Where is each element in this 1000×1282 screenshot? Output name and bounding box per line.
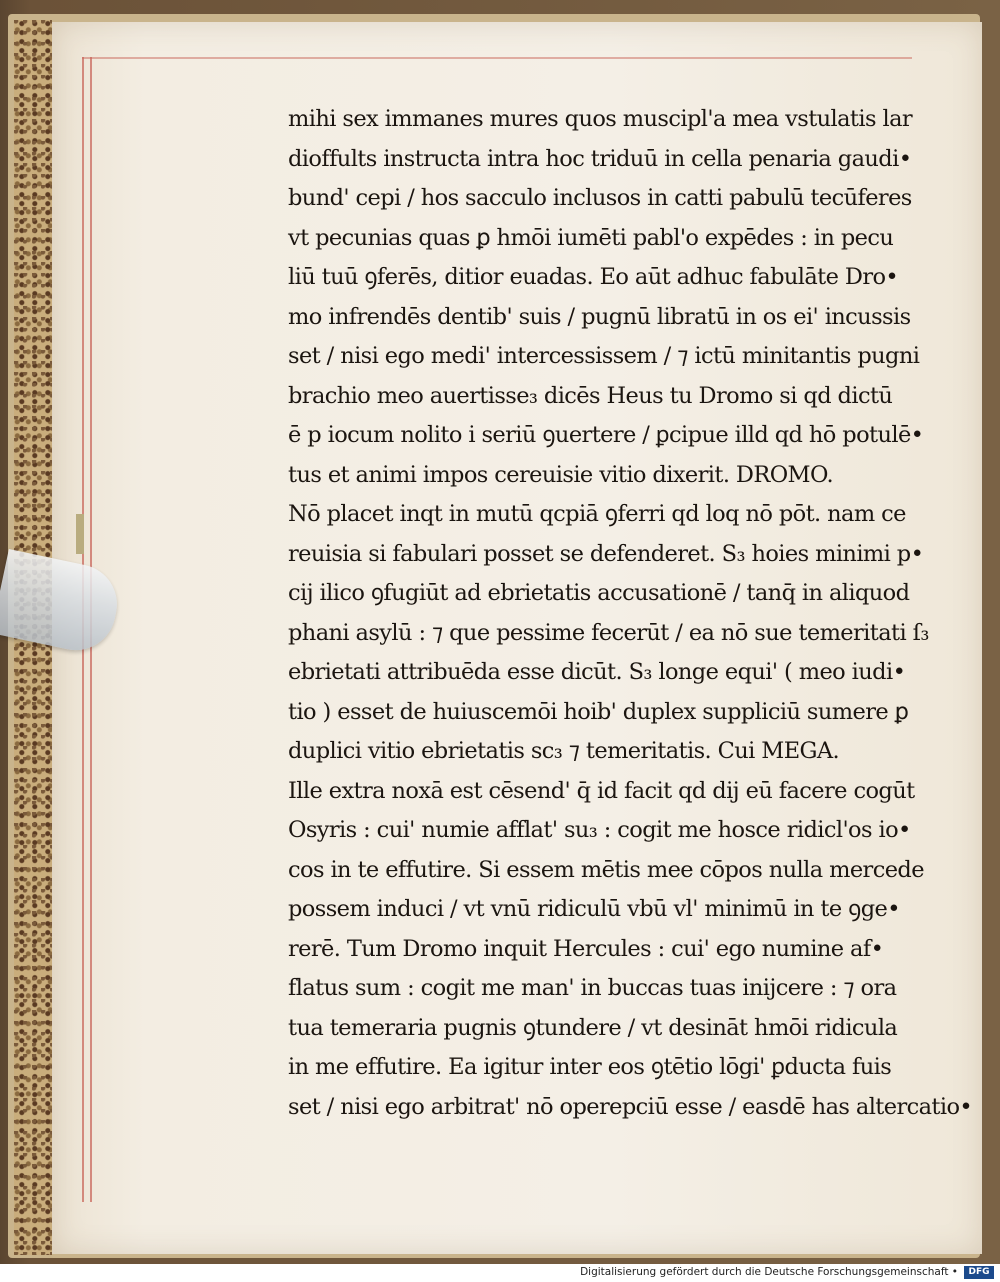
text-line: flatus sum : cogit me man' in buccas tuas inijcere : ⁊ ora bbox=[288, 975, 897, 1001]
text-line: cos in te effutire. Si essem mētis mee cōpos nulla mercede bbox=[288, 856, 924, 883]
text-block bbox=[288, 100, 973, 1127]
text-line: tio ) esset de huiuscemōi hoib' duplex suppliciū sumere ꝑ bbox=[288, 698, 909, 725]
text-line: liū tuū ꝯferēs, ditior euadas. Eo aūt adhuc fabulāte Dro• bbox=[288, 264, 899, 290]
text-line: rerē. Tum Dromo inquit Hercules : cui' ego numine af• bbox=[288, 935, 884, 962]
text-line: mo infrendēs dentib' suis / pugnū libratū in os ei' incussis bbox=[288, 303, 911, 330]
text-line: reuisia si fabulari posset se defenderet. S₃ hoies minimi p• bbox=[288, 540, 924, 567]
text-line: duplici vitio ebrietatis sc₃ ⁊ temeritatis. Cui MEGA. bbox=[288, 738, 840, 764]
text-line: set / nisi ego arbitrat' nō operepciū esse / easdē has altercatio• bbox=[288, 1093, 973, 1120]
text-line: Osyris : cui' numie afflat' su₃ : cogit me hosce ridicl'os io• bbox=[288, 817, 911, 843]
text-line: tua temeraria pugnis ꝯtundere / vt desināt hmōi ridicula bbox=[288, 1014, 898, 1041]
margin-rule-top bbox=[82, 57, 912, 59]
text-line: set / nisi ego medi' intercessissem / ⁊ ictū minitantis pugni bbox=[288, 343, 920, 369]
text-line: possem induci / vt vnū ridiculū vbū vl' minimū in te ꝯge• bbox=[288, 896, 900, 922]
page-tab-mark bbox=[76, 514, 84, 554]
text-line: vt pecunias quas ꝑ hmōi iumēti pabl'o expēdes : in pecu bbox=[288, 224, 894, 251]
text-line: Ille extra noxā est cēsend' q̄ id facit qd dij eū facere cogūt bbox=[288, 777, 915, 804]
text-line: Nō placet inqt in mutū qcpiā ꝯferri qd loq nō pōt. nam ce bbox=[288, 501, 906, 527]
text-line: bund' cepi / hos sacculo inclusos in catti pabulū tecūferes bbox=[288, 185, 912, 211]
text-line: brachio meo auertisse₃ dicēs Heus tu Dromo si qd dictū bbox=[288, 382, 893, 409]
text-line: ebrietati attribuēda esse dicūt. S₃ longe equi' ( meo iudi• bbox=[288, 659, 906, 685]
text-line: phani asylū : ⁊ que pessime fecerūt / ea nō sue temeritati ſ₃ bbox=[288, 619, 929, 646]
text-line: in me effutire. Ea igitur inter eos ꝯtētio lōgi' ꝑducta fuis bbox=[288, 1054, 892, 1080]
text-line: cij ilico ꝯfugiūt ad ebrietatis accusationē / tanq̄ in aliquod bbox=[288, 580, 910, 606]
text-line: dioffults instructa intra hoc triduū in cella penaria gaudi• bbox=[288, 145, 912, 172]
text-line: mihi sex immanes mures quos muscipl'a mea vstulatis lar bbox=[288, 106, 913, 132]
text-line: tus et animi impos cereuisie vitio dixerit. DROMO. bbox=[288, 461, 834, 488]
dfg-logo: DFG bbox=[964, 1266, 994, 1279]
footer-credit: Digitalisierung gefördert durch die Deutsche Forschungsgemeinschaft • bbox=[580, 1266, 958, 1278]
text-line: ē p iocum nolito i seriū ꝯuertere / ꝑcipue illd qd hō potulē• bbox=[288, 422, 924, 448]
